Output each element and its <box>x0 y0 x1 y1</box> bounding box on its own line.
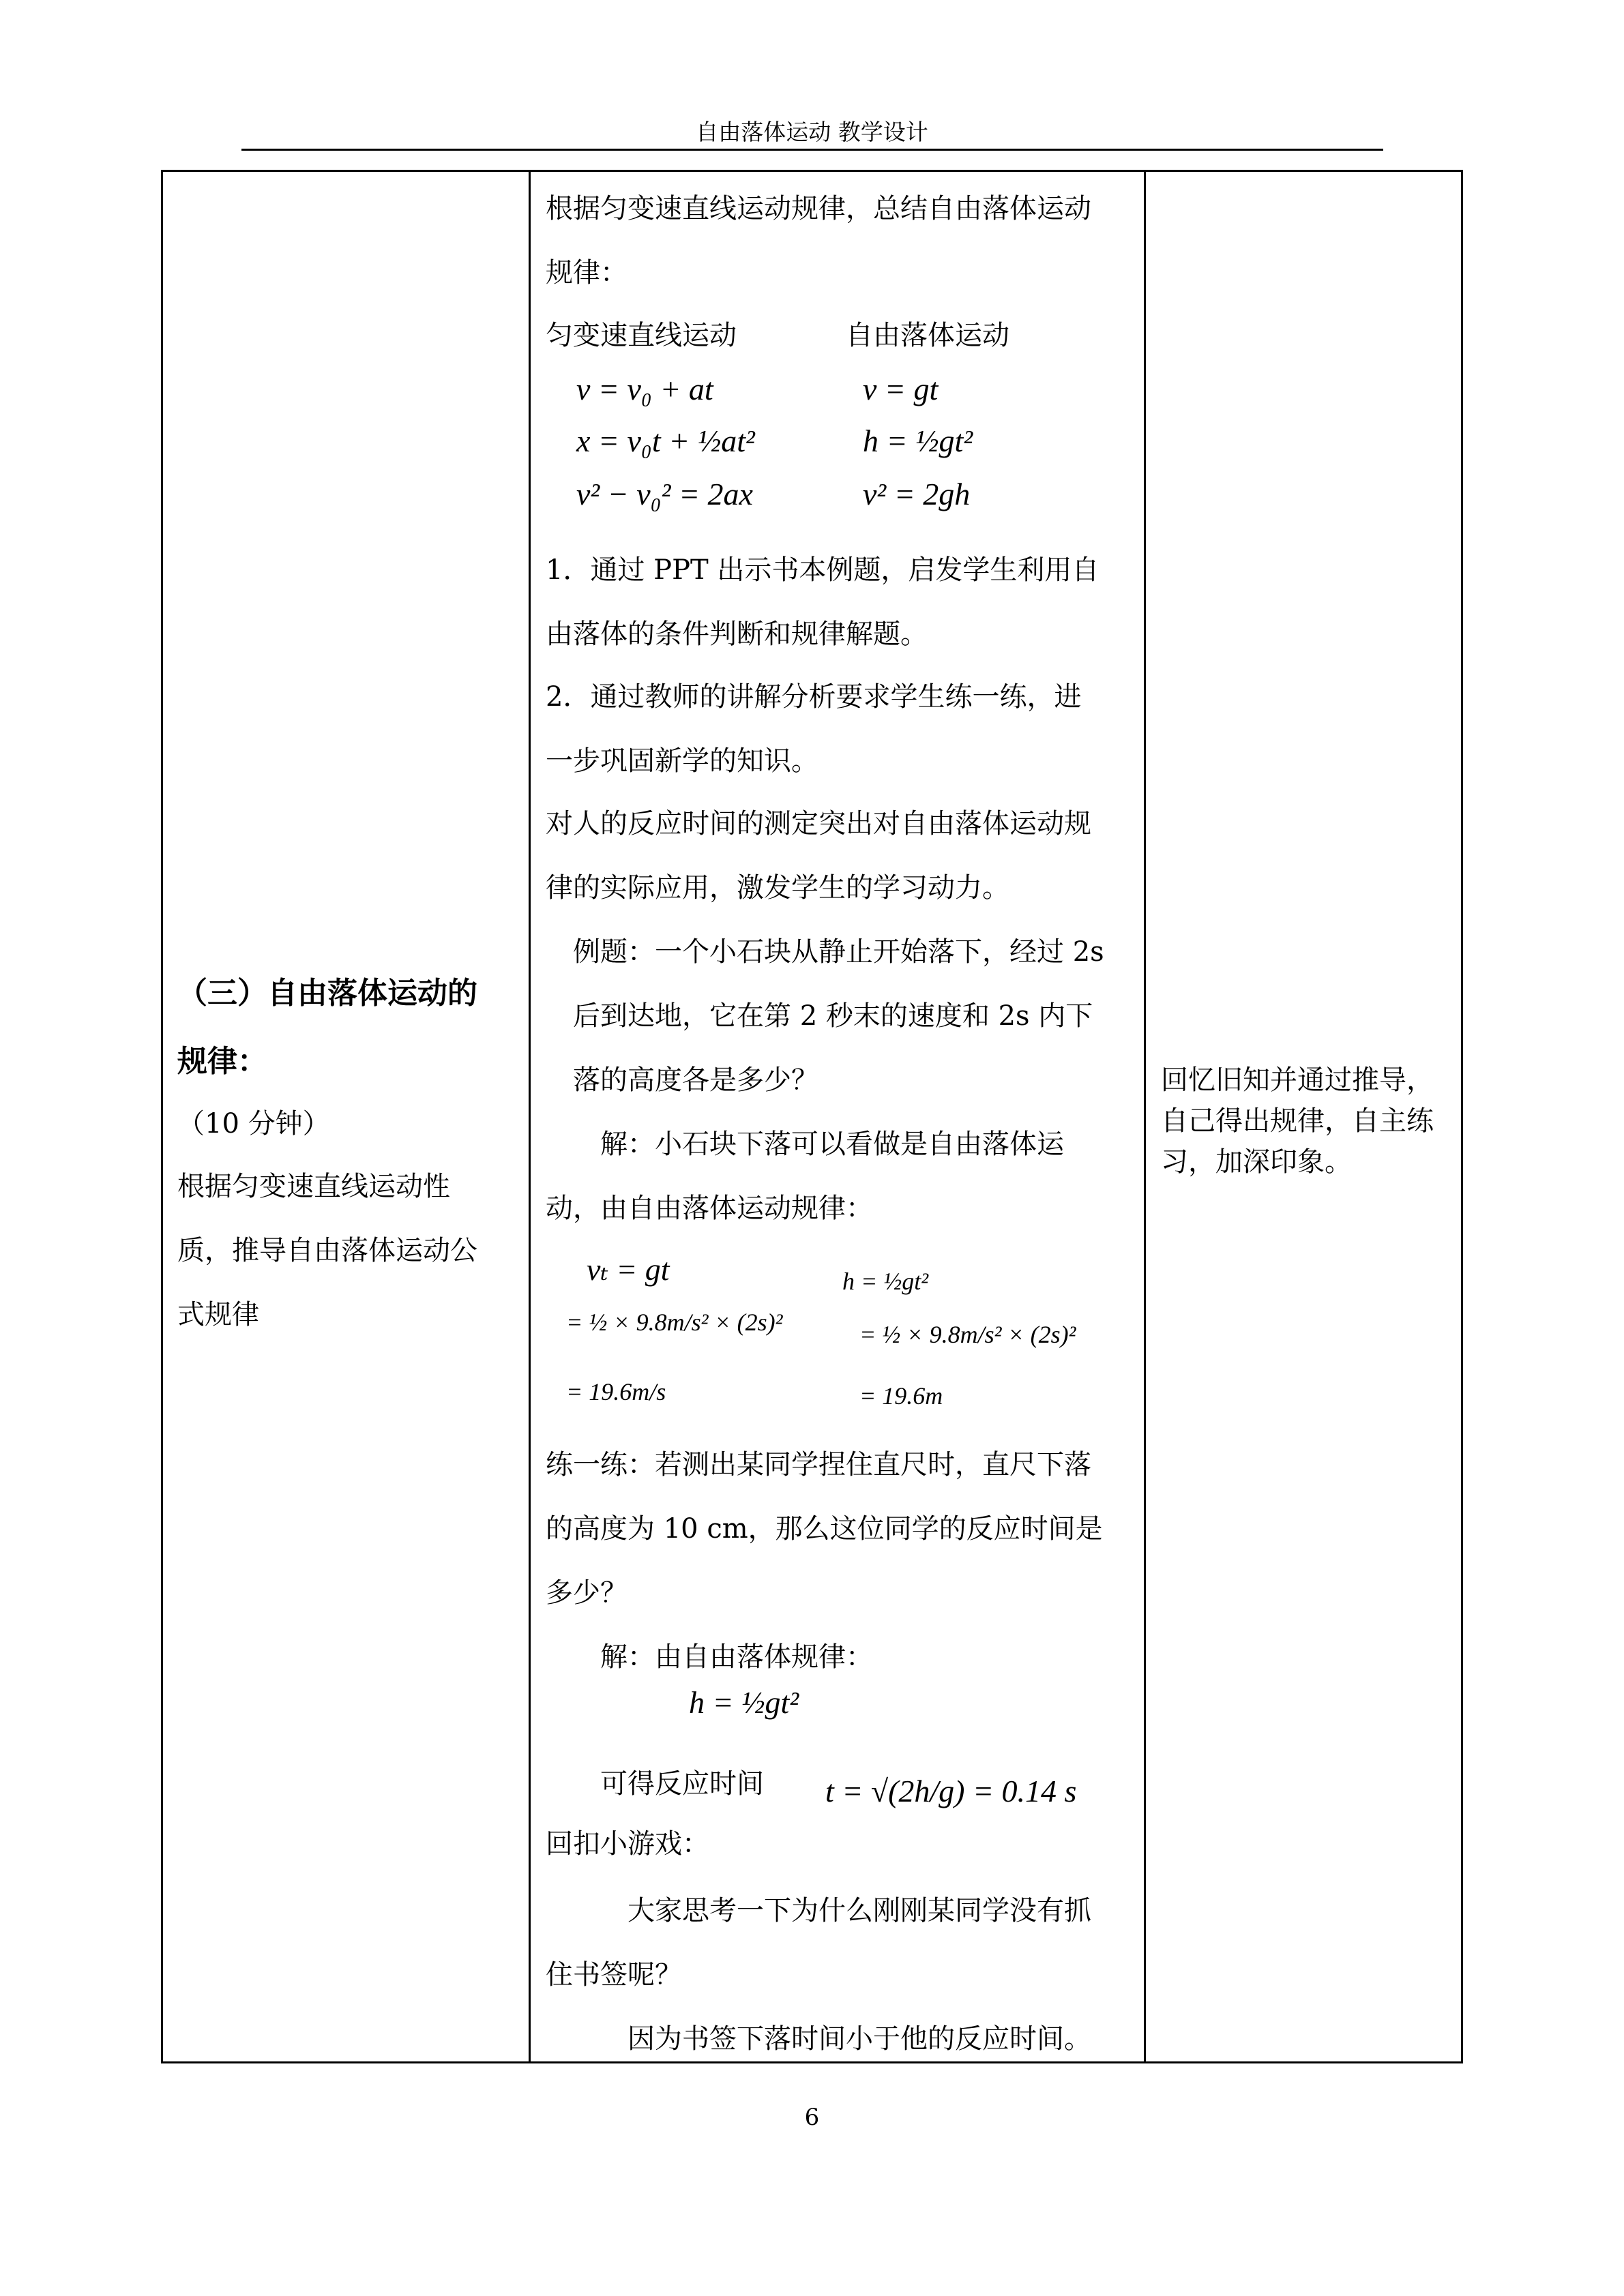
formula-free-v: v = gt <box>863 372 939 406</box>
section-desc-line1: 根据匀变速直线运动性 <box>177 1171 450 1202</box>
header-rule <box>241 149 1383 151</box>
page-number: 6 <box>804 2104 820 2131</box>
calc-h-line3: = 19.6m <box>859 1382 943 1410</box>
item2-line2: 一步巩固新学的知识。 <box>546 745 818 777</box>
section-duration: （10 分钟） <box>177 1108 330 1139</box>
game-label: 回扣小游戏： <box>546 1828 709 1860</box>
section-desc-line3: 式规律 <box>177 1299 259 1330</box>
item1-line2: 由落体的条件判断和规律解题。 <box>546 618 928 650</box>
right-note-line3: 习，加深印象。 <box>1161 1146 1352 1178</box>
formula-uniform-v2: v² − v₀² = 2ax <box>576 477 753 511</box>
calc-h-line1: h = ½gt² <box>842 1268 929 1295</box>
example-line2: 后到达地，它在第 2 秒末的速度和 2s 内下 <box>573 1000 1093 1032</box>
section-heading-line1: （三）自由落体运动的 <box>177 976 477 1011</box>
right-note-line1: 回忆旧知并通过推导， <box>1161 1064 1434 1096</box>
example-line1: 例题：一个小石块从静止开始落下，经过 2s <box>573 936 1104 968</box>
practice-line1: 练一练：若测出某同学捏住直尺时，直尺下落 <box>546 1449 1091 1480</box>
because-line: 因为书签下落时间小于他的反应时间。 <box>628 2023 1091 2055</box>
application-line1: 对人的反应时间的测定突出对自由落体运动规 <box>546 808 1091 839</box>
formula-t: t = √(2h/g) = 0.14 s <box>825 1774 1077 1808</box>
item2-line1: 2．通过教师的讲解分析要求学生练一练，进 <box>546 681 1082 713</box>
calc-v-line1: vₜ = gt <box>587 1252 670 1287</box>
section-heading-line2: 规律： <box>177 1044 267 1079</box>
formula-uniform-x: x = v₀t + ½at² <box>576 423 755 458</box>
calc-h-line2: = ½ × 9.8m/s² × (2s)² <box>859 1321 1076 1348</box>
formula-uniform-v: v = v₀ + at <box>576 372 713 406</box>
col-uniform-label: 匀变速直线运动 <box>546 320 737 351</box>
application-line2: 律的实际应用，激发学生的学习动力。 <box>546 872 1009 904</box>
practice-line2: 的高度为 10 cm，那么这位同学的反应时间是 <box>546 1513 1103 1545</box>
reaction-time-label: 可得反应时间 <box>600 1768 764 1800</box>
solution-line2: 动，由自由落体运动规律： <box>546 1193 873 1224</box>
example-line3: 落的高度各是多少？ <box>573 1064 818 1096</box>
section-desc-line2: 质，推导自由落体运动公 <box>177 1235 477 1266</box>
column-divider-2 <box>1144 170 1146 2063</box>
calc-v-line2: = ½ × 9.8m/s² × (2s)² <box>566 1309 783 1336</box>
think-line1: 大家思考一下为什么刚刚某同学没有抓 <box>628 1895 1091 1926</box>
solution-line1: 解：小石块下落可以看做是自由落体运 <box>600 1129 1064 1160</box>
intro-line1: 根据匀变速直线运动规律，总结自由落体运动 <box>546 193 1091 224</box>
formula-free-v2: v² = 2gh <box>863 477 971 511</box>
right-note-line2: 自己得出规律，自主练 <box>1161 1105 1434 1137</box>
formula-h: h = ½gt² <box>689 1685 799 1720</box>
item1-line1: 1．通过 PPT 出示书本例题，启发学生利用自 <box>546 554 1099 586</box>
solution2: 解：由自由落体规律： <box>600 1641 873 1673</box>
think-line2: 住书签呢？ <box>546 1959 682 1991</box>
col-free-label: 自由落体运动 <box>846 320 1009 351</box>
intro-line2: 规律： <box>546 257 628 288</box>
practice-line3: 多少？ <box>546 1577 628 1609</box>
column-divider-1 <box>529 170 531 2063</box>
formula-free-h: h = ½gt² <box>863 423 973 458</box>
header-title: 自由落体运动 教学设计 <box>696 119 928 145</box>
calc-v-line3: = 19.6m/s <box>566 1378 666 1405</box>
